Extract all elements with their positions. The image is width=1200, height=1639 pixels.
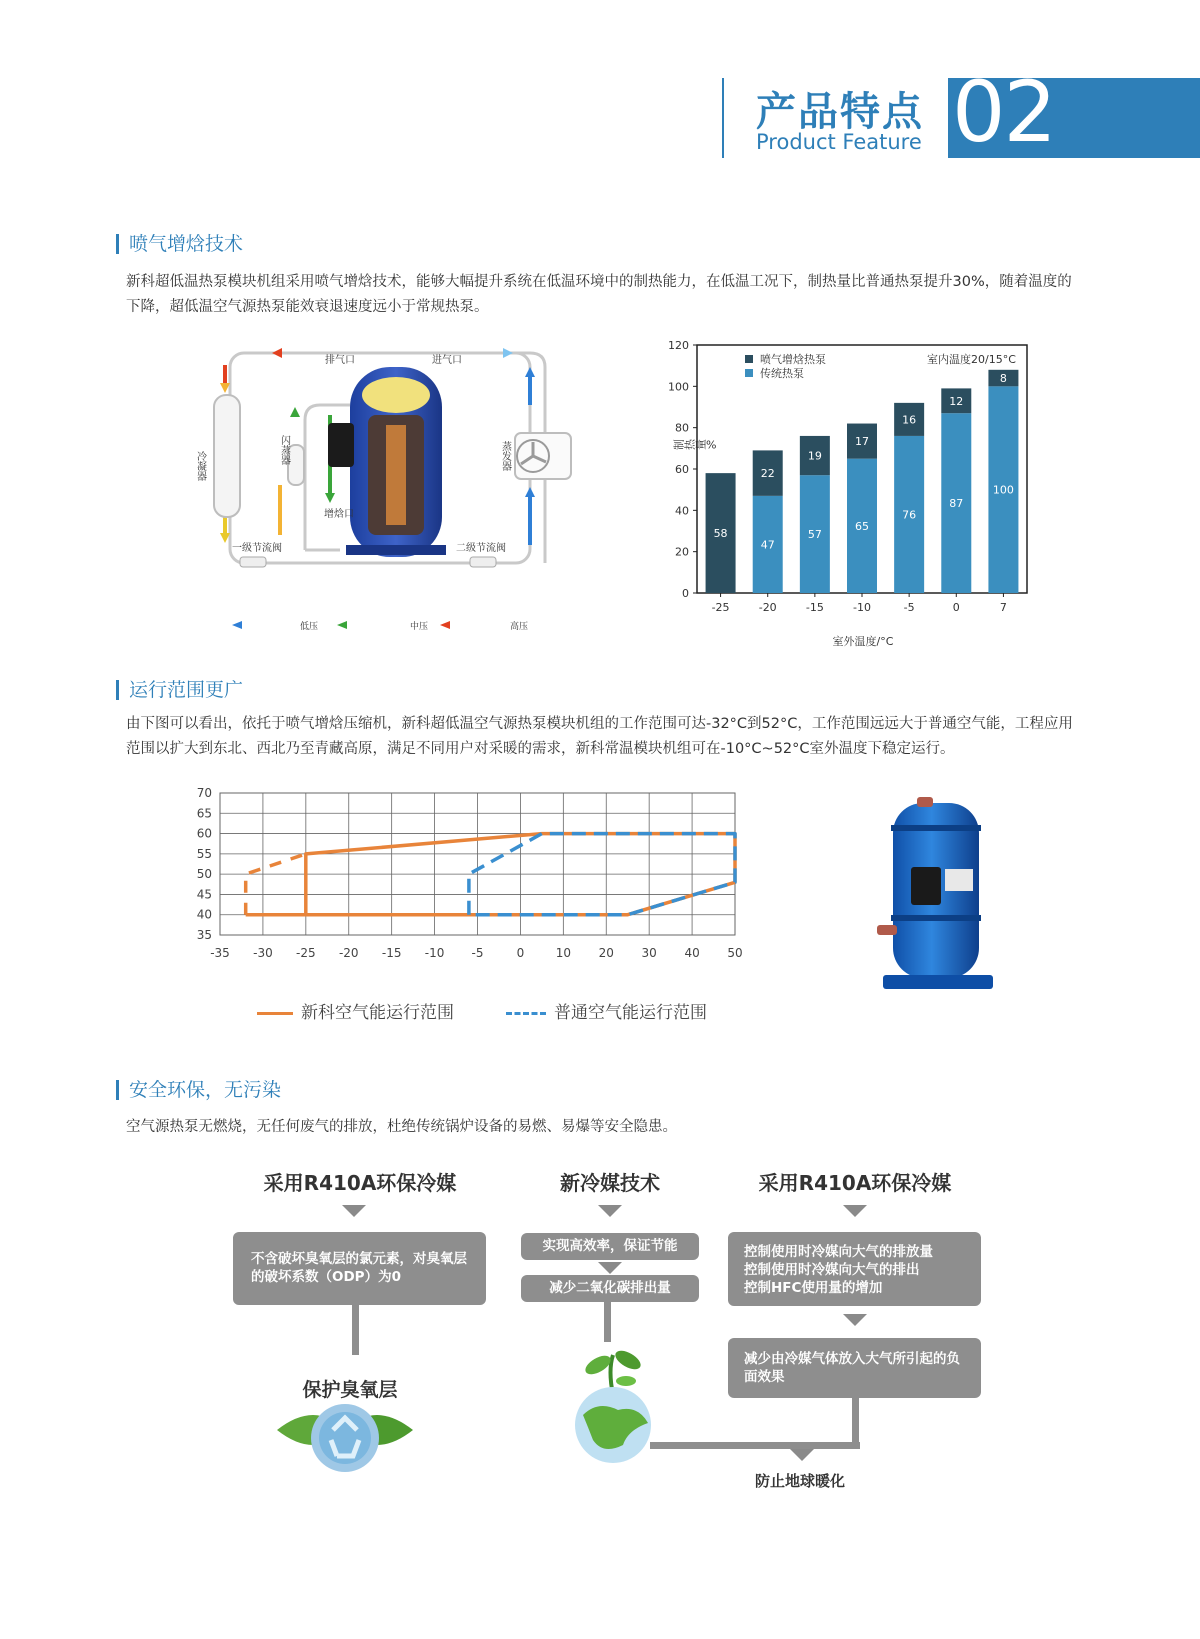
line-xtick-label: -25 — [296, 946, 316, 960]
bar-legend-swatch-1 — [745, 355, 753, 363]
section-paragraph-injection: 新科超低温热泵模块机组采用喷气增焓技术，能够大幅提升系统在低温环境中的制热能力，在低温工况下，制热量比普通热泵提升30%，随着温度的下降，超低温空气源热泵能效衰退速度远小于常规热泵。 — [126, 274, 1072, 315]
section-paragraph-eco: 空气源热泵无燃烧，无任何废气的排放，杜绝传统锅炉设备的易燃、易爆等安全隐患。 — [126, 1119, 677, 1135]
bar-legend-1: 喷气增焓热泵 — [760, 353, 826, 366]
bar-ytick-label: 100 — [668, 380, 689, 394]
line-ytick-label: 35 — [196, 928, 212, 942]
bar-xtick-label: 0 — [952, 601, 960, 614]
line-xtick-label: 40 — [684, 946, 700, 960]
bar-xtick-label: -25 — [711, 601, 730, 614]
bar-legend-swatch-2 — [745, 369, 753, 377]
bar-traditional-label: 87 — [949, 497, 964, 511]
bar-injection-label: 8 — [999, 372, 1007, 386]
legend-high: 高压 — [510, 622, 529, 632]
eco-col1-result: 保护臭氧层 — [302, 1379, 398, 1401]
bar-traditional-label: 65 — [855, 519, 869, 533]
eco-col2-box1: 实现高效率，保证节能 — [521, 1233, 699, 1260]
bar-xtick-label: -20 — [758, 601, 777, 614]
legend-low: 低压 — [300, 622, 319, 632]
operating-range-chart — [185, 785, 785, 995]
line-legend-normal — [506, 998, 707, 1023]
eco-final-result: 防止地球暖化 — [754, 1472, 845, 1490]
label-exhaust: 排气口 — [325, 355, 355, 366]
bar-xtick-label: -5 — [903, 601, 915, 614]
header-title-cn: 产品特点 — [756, 89, 924, 135]
line-legend-normal-swatch — [506, 1012, 546, 1015]
heating-capacity-chart — [665, 335, 1085, 655]
eco-col3-arrow — [843, 1205, 867, 1217]
header-divider — [722, 78, 724, 158]
bar-ytick-label: 80 — [675, 421, 689, 435]
section-title-injection: 喷气增焓技术 — [116, 234, 243, 254]
bar-xtick-label: -15 — [805, 601, 824, 614]
eco-col1-box: 不含破坏臭氧层的氯元素，对臭氧层的破坏系数（ODP）为0 — [233, 1232, 486, 1305]
bar-xtick-label: -10 — [853, 601, 871, 614]
bar-ytick-label: 60 — [675, 463, 689, 476]
compressor-image — [875, 795, 1005, 995]
bar-xtick-label: 7 — [999, 601, 1007, 614]
eco-col1-arrow — [342, 1205, 366, 1217]
line-ytick-label: 70 — [196, 786, 212, 800]
bar-traditional-label: 57 — [807, 528, 822, 542]
line-xtick-label: -20 — [338, 946, 359, 960]
legend-mid: 中压 — [410, 622, 429, 632]
line-xtick-label: -10 — [424, 946, 445, 960]
eco-col3-box1 — [728, 1232, 981, 1306]
eco-col2-box2: 减少二氧化碳排出量 — [521, 1275, 699, 1302]
eco-col1-title: 采用R410A环保冷媒 — [263, 1171, 457, 1195]
bar-injection-label: 16 — [902, 413, 917, 427]
eco-col3-arrow2 — [843, 1314, 867, 1326]
line-xtick-label: -5 — [471, 946, 484, 960]
bar-injection-label: 58 — [713, 527, 728, 541]
line-xtick-label: 30 — [641, 946, 657, 960]
bar-xlabel: 室外温度/°C — [832, 635, 894, 648]
line-xtick-label: 50 — [727, 946, 743, 960]
bar-legend-2: 传统热泵 — [760, 367, 804, 380]
bar-injection-label: 17 — [855, 435, 869, 449]
bar-injection-label: 22 — [760, 467, 775, 481]
bar-ytick-label: 40 — [675, 504, 689, 518]
eco-col2-connector — [604, 1302, 611, 1342]
line-legend-xinke-swatch — [257, 1012, 293, 1015]
eco-col1-connector — [352, 1305, 359, 1355]
line-ytick-label: 55 — [196, 846, 212, 861]
eco-col2-title: 新冷媒技术 — [560, 1171, 660, 1195]
line-ytick-label: 60 — [196, 826, 212, 841]
label-condenser: 冷凝器 — [194, 451, 206, 481]
line-legend-normal-label: 普通空气能运行范围 — [554, 1003, 707, 1023]
line-ytick-label: 40 — [196, 907, 212, 922]
bar-ytick-label: 20 — [675, 545, 689, 559]
section-paragraph-range: 由下图可以看出，依托于喷气增焓压缩机，新科超低温空气源热泵模块机组的工作范围可达-32°C到52°C，工作范围远远大于普通空气能，工程应用范围以扩大到东北、西北乃至青藏高原，满足不同用户对采暖的需求，新科常温模块机组可在-10°C~52°C室外温度下稳定运行。 — [126, 716, 1073, 757]
bar-injection-label: 12 — [949, 394, 964, 408]
eco-col3-box2: 减少由冷媒气体放入大气所引起的负面效果 — [728, 1338, 981, 1398]
eco-col3-connector — [852, 1398, 859, 1449]
label-valve1: 一级节流阀 — [232, 543, 282, 554]
label-evaporator: 蒸发器 — [499, 441, 511, 471]
bar-traditional-label: 47 — [760, 538, 775, 552]
label-valve2: 二级节流阀 — [456, 543, 506, 554]
eco-col3-box1-line2: 控制使用时冷媒向大气的排出 — [744, 1262, 920, 1278]
eco-col2-arrow — [598, 1205, 622, 1217]
line-xtick-label: 10 — [555, 946, 571, 960]
eco-final-arrow — [790, 1449, 814, 1461]
line-xtick-label: -35 — [210, 946, 230, 960]
eco-col3-title: 采用R410A环保冷媒 — [758, 1171, 952, 1195]
bar-annotation: 室内温度20/15°C — [927, 353, 1016, 366]
line-ytick-label: 50 — [196, 867, 212, 882]
header-number: 02 — [952, 63, 1055, 161]
earth-sprout-icon — [568, 1345, 658, 1465]
recycle-leaf-icon — [275, 1400, 415, 1478]
eco-col3-box1-line3: 控制HFC使用量的增加 — [744, 1280, 883, 1296]
eco-col2-to-final-line — [650, 1442, 860, 1449]
line-xtick-label: 0 — [516, 946, 525, 960]
section-title-eco: 安全环保，无污染 — [116, 1080, 281, 1100]
line-series-xinke — [246, 854, 306, 915]
bar-ylabel: 制热量% — [673, 438, 717, 452]
label-enthalpy: 增焓口 — [324, 509, 354, 520]
section-title-range: 运行范围更广 — [116, 680, 243, 700]
header-title-en: Product Feature — [756, 130, 922, 154]
eco-col2-arrow2 — [598, 1262, 622, 1274]
eco-col3-box1-line1: 控制使用时冷媒向大气的排放量 — [744, 1244, 933, 1260]
line-ytick-label: 65 — [196, 806, 212, 821]
line-ytick-label: 45 — [196, 887, 212, 902]
line-legend-xinke — [257, 998, 454, 1023]
line-xtick-label: -30 — [253, 946, 273, 960]
bar-injection-label: 19 — [807, 449, 822, 463]
line-xtick-label: -15 — [381, 946, 402, 960]
line-legend-xinke-label: 新科空气能运行范围 — [301, 1003, 454, 1023]
line-xtick-label: 20 — [598, 946, 614, 960]
label-flash: 闪蒸器 — [278, 435, 290, 465]
bar-ytick-label: 0 — [682, 587, 689, 600]
refrigerant-cycle-diagram — [194, 345, 610, 635]
bar-traditional-label: 76 — [902, 508, 917, 522]
bar-traditional-label: 100 — [992, 483, 1014, 497]
bar-ytick-label: 120 — [668, 339, 689, 352]
label-intake: 进气口 — [432, 355, 462, 366]
